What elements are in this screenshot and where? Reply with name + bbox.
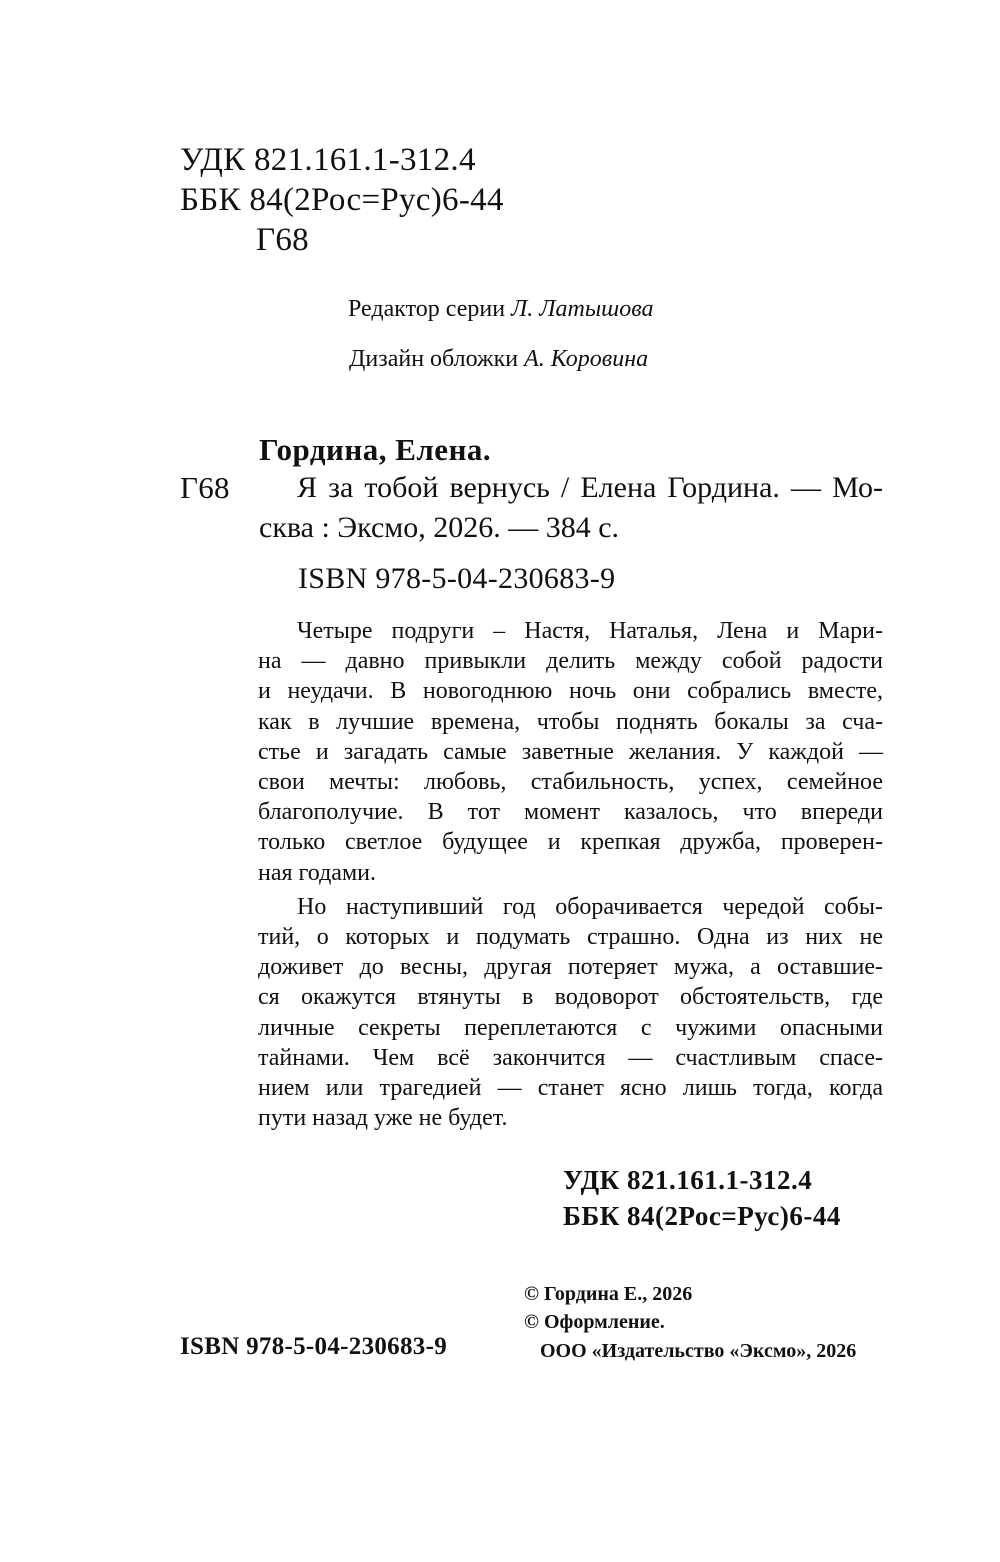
entry-author: Гордина, Елена. [259, 432, 492, 467]
annotation-line: свои мечты: любовь, стабильность, успех, семейное [258, 769, 883, 796]
annotation-line: стье и загадать самые заветные желания. У каждой — [258, 738, 883, 765]
copyright-design: © Оформление. [524, 1311, 665, 1333]
annotation-line: только светлое будущее и крепкая дружба, проверен- [258, 829, 883, 856]
cover-designer-name: А. Коровина [524, 346, 649, 372]
entry-isbn: ISBN 978-5-04-230683-9 [298, 562, 616, 595]
cover-designer-label: Дизайн обложки [349, 346, 519, 372]
entry-title-line-1: Я за тобой вернусь / Елена Гордина. — Мо- [297, 471, 883, 504]
annotation [258, 616, 883, 1133]
entry-title-line-2: сква : Эксмо, 2026. — 384 с. [259, 511, 620, 544]
annotation-line: личные секреты переплетаются с чужими опасными [258, 1014, 883, 1041]
isbn-bottom: ISBN 978-5-04-230683-9 [180, 1333, 448, 1360]
annotation-line: Четыре подруги – Настя, Наталья, Лена и Мари- [297, 618, 883, 644]
udk-code: УДК 821.161.1-312.4 [180, 142, 476, 178]
annotation-line: на — давно привыкли делить между собой радости [258, 648, 883, 675]
copyright-author: © Гордина Е., 2026 [524, 1283, 693, 1305]
annotation-line: нием или трагедией — станет ясно лишь тогда, когда [258, 1075, 883, 1102]
annotation-line: доживет до весны, другая потеряет мужа, а оставшие- [258, 954, 883, 981]
annotation-line: и неудачи. В новогоднюю ночь они собрались вместе, [258, 678, 883, 705]
series-editor-label: Редактор серии [348, 296, 506, 322]
annotation-paragraph-1 [258, 616, 883, 888]
annotation-line: тайнами. Чем всё закончится — счастливым спасе- [258, 1044, 883, 1071]
annotation-line: как в лучшие времена, чтобы поднять бокалы за сча- [258, 708, 883, 735]
entry-code: Г68 [180, 470, 230, 505]
annotation-line: тий, о которых и подумать страшно. Одна из них не [258, 924, 883, 951]
copyright-publisher: ООО «Издательство «Эксмо», 2026 [540, 1340, 857, 1362]
annotation-line: ная годами. [258, 859, 376, 886]
bbk-code: ББК 84(2Рос=Рус)6-44 [180, 182, 504, 218]
annotation-line: благополучие. В тот момент казалось, что впереди [258, 799, 883, 826]
annotation-line: Но наступивший год оборачивается чередой собы- [297, 893, 883, 920]
annotation-line: пути назад уже не будет. [258, 1105, 508, 1132]
footer-udk-code: УДК 821.161.1-312.4 [563, 1165, 813, 1195]
cover-designer-credit [349, 344, 648, 374]
annotation-line: ся окажутся втянуты в водоворот обстоятельств, где [258, 984, 883, 1011]
series-editor-credit [348, 294, 654, 324]
series-editor-name: Л. Латышова [511, 296, 654, 322]
annotation-paragraph-2 [258, 892, 883, 1134]
footer-bbk-code: ББК 84(2Рос=Рус)6-44 [563, 1201, 841, 1231]
author-sign: Г68 [256, 222, 309, 258]
